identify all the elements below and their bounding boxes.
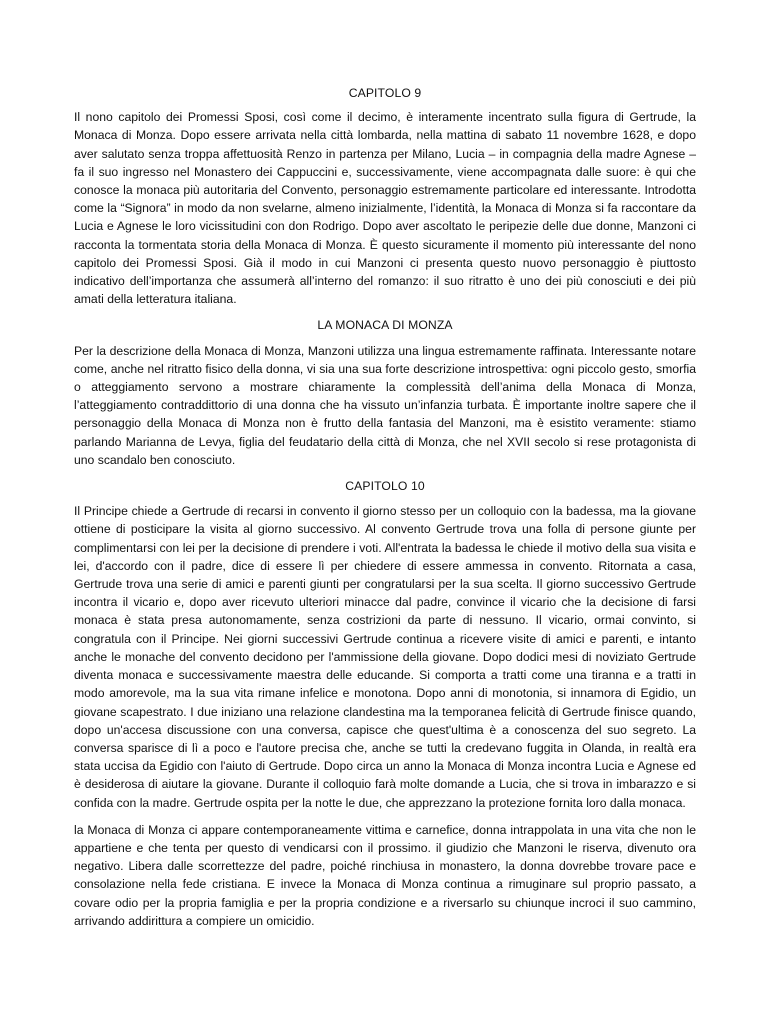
paragraph-final: la Monaca di Monza ci appare contemporaneamente vittima e carnefice, donna intrappolata in una vita che non le appartiene e che tenta per questo di vendicarsi con il prossimo. il giudizio che Manzoni le riserva, divenuto ora negativo. Libera dalle scorrettezze del padre, poiché rinchiusa in monastero, la donna dovrebbe trovare pace e consolazione nella fede cristiana. E invece la Monaca di Monza continua a rimuginare sul proprio passato, a covare odio per la propria famiglia e per la propria condizione e a riversarlo su chiunque incroci il suo cammino, arrivando addirittura a compiere un omicidio. (74, 822, 696, 928)
heading-monaca-di-monza: LA MONACA DI MONZA (317, 318, 453, 333)
paragraph-capitolo-10: Il Principe chiede a Gertrude di recarsi in convento il giorno stesso per un colloquio con la badessa, ma la giovane ottiene di posticipare la visita al giorno successivo. Al convento Gertrude trova una folla di persone giunte per complimentarsi con lei per la decisione di prendere i voti. All'entrata la badessa le chiede il motivo della sua visita e lei, d'accordo con il padre, dice di essere lì per chiedere di essere ammessa in convento. Ritornata a casa, Gertrude trova una serie di amici e parenti giunti per congratularsi per la sua scelta. Il giorno successivo Gertrude incontra il vicario e, dopo aver ricevuto ulteriori minacce dal padre, convince il vicario che la decisione di farsi monaca è stata presa autonomamente, senza costrizioni da parte di nessuno. Il vicario, ormai convinto, si congratula con il Principe. Nei giorni successivi Gertrude continua a ricevere visite di amici e parenti, e intanto anche le monache del convento decidono per l'ammissione della giovane. Dopo dodici mesi di noviziato Gertrude diventa monaca e successivamente maestra delle educande. Si comporta a tratti come una tiranna e a tratti in modo amorevole, ma la sua vita rimane infelice e monotona. Dopo anni di monotonia, si innamora di Egidio, un giovane scapestrato. I due iniziano una relazione clandestina ma la temporanea felicità di Gertrude finisce quando, dopo un'accesa discussione con una conversa, capisce che quest'ultima è a conoscenza del suo segreto. La conversa sparisce di lì a poco e l'autore precisa che, anche se tutti la credevano fuggita in Olanda, in realtà era stata uccisa da Egidio con l'aiuto di Gertrude. Dopo circa un anno la Monaca di Monza incontra Lucia e Agnese ed è desiderosa di aiutare la giovane. Durante il colloquio farà molte domande a Lucia, che si trova in imbarazzo e si confida con la madre. Gertrude ospita per la notte le due, che apprezzano la protezione fornita loro dalla monaca. (74, 504, 696, 810)
heading-capitolo-9: CAPITOLO 9 (348, 86, 422, 100)
document-page (74, 84, 696, 930)
heading-capitolo-10: CAPITOLO 10 (345, 479, 425, 494)
paragraph-capitolo-9: Il nono capitolo dei Promessi Sposi, così come il decimo, è interamente incentrato sulla figura di Gertrude, la Monaca di Monza. Dopo essere arrivata nella città lombarda, nella mattina di sabato 11 novembre 1628, e dopo aver salutato senza troppa affettuosità Renzo in partenza per Milano, Lucia – in compagnia della madre Agnese – fa il suo ingresso nel Monastero dei Cappuccini e, successivamente, viene accompagnata dalle suore: è qui che conosce la monaca più autoritaria del Convento, personaggio estremamente particolare ed interessante. Introdotta come la “Signora” in modo da non svelarne, almeno inizialmente, l’identità, la Monaca di Monza si fa raccontare da Lucia e Agnese le loro vicissitudini con don Rodrigo. Dopo aver ascoltato le peripezie delle due donne, Manzoni ci racconta la tormentata storia della Monaca di Monza. È questo sicuramente il momento più interessante del nono capitolo dei Promessi Sposi. Già il modo in cui Manzoni ci presenta questo nuovo personaggio è piuttosto indicativo dell’importanza che assumerà all’interno del romanzo: il suo ritratto è uno dei più conosciuti e dei più amati della letteratura italiana. (74, 110, 696, 307)
paragraph-monaca-di-monza: Per la descrizione della Monaca di Monza, Manzoni utilizza una lingua estremamente raffinata. Interessante notare come, anche nel ritratto fisico della donna, vi sia una sua forte descrizione introspettiva: ogni piccolo gesto, smorfia o atteggiamento servono a mostrare chiaramente la complessità dell’anima della Monaca di Monza, l’atteggiamento contraddittorio di una donna che ha vissuto un’infanzia turbata. È importante inoltre sapere che il personaggio della Monaca di Monza non è frutto della fantasia del Manzoni, ma è esistito veramente: stiamo parlando Marianna de Levya, figlia del feudatario della città di Monza, che nel XVII secolo si rese protagonista di uno scandalo ben conosciuto. (74, 343, 696, 467)
